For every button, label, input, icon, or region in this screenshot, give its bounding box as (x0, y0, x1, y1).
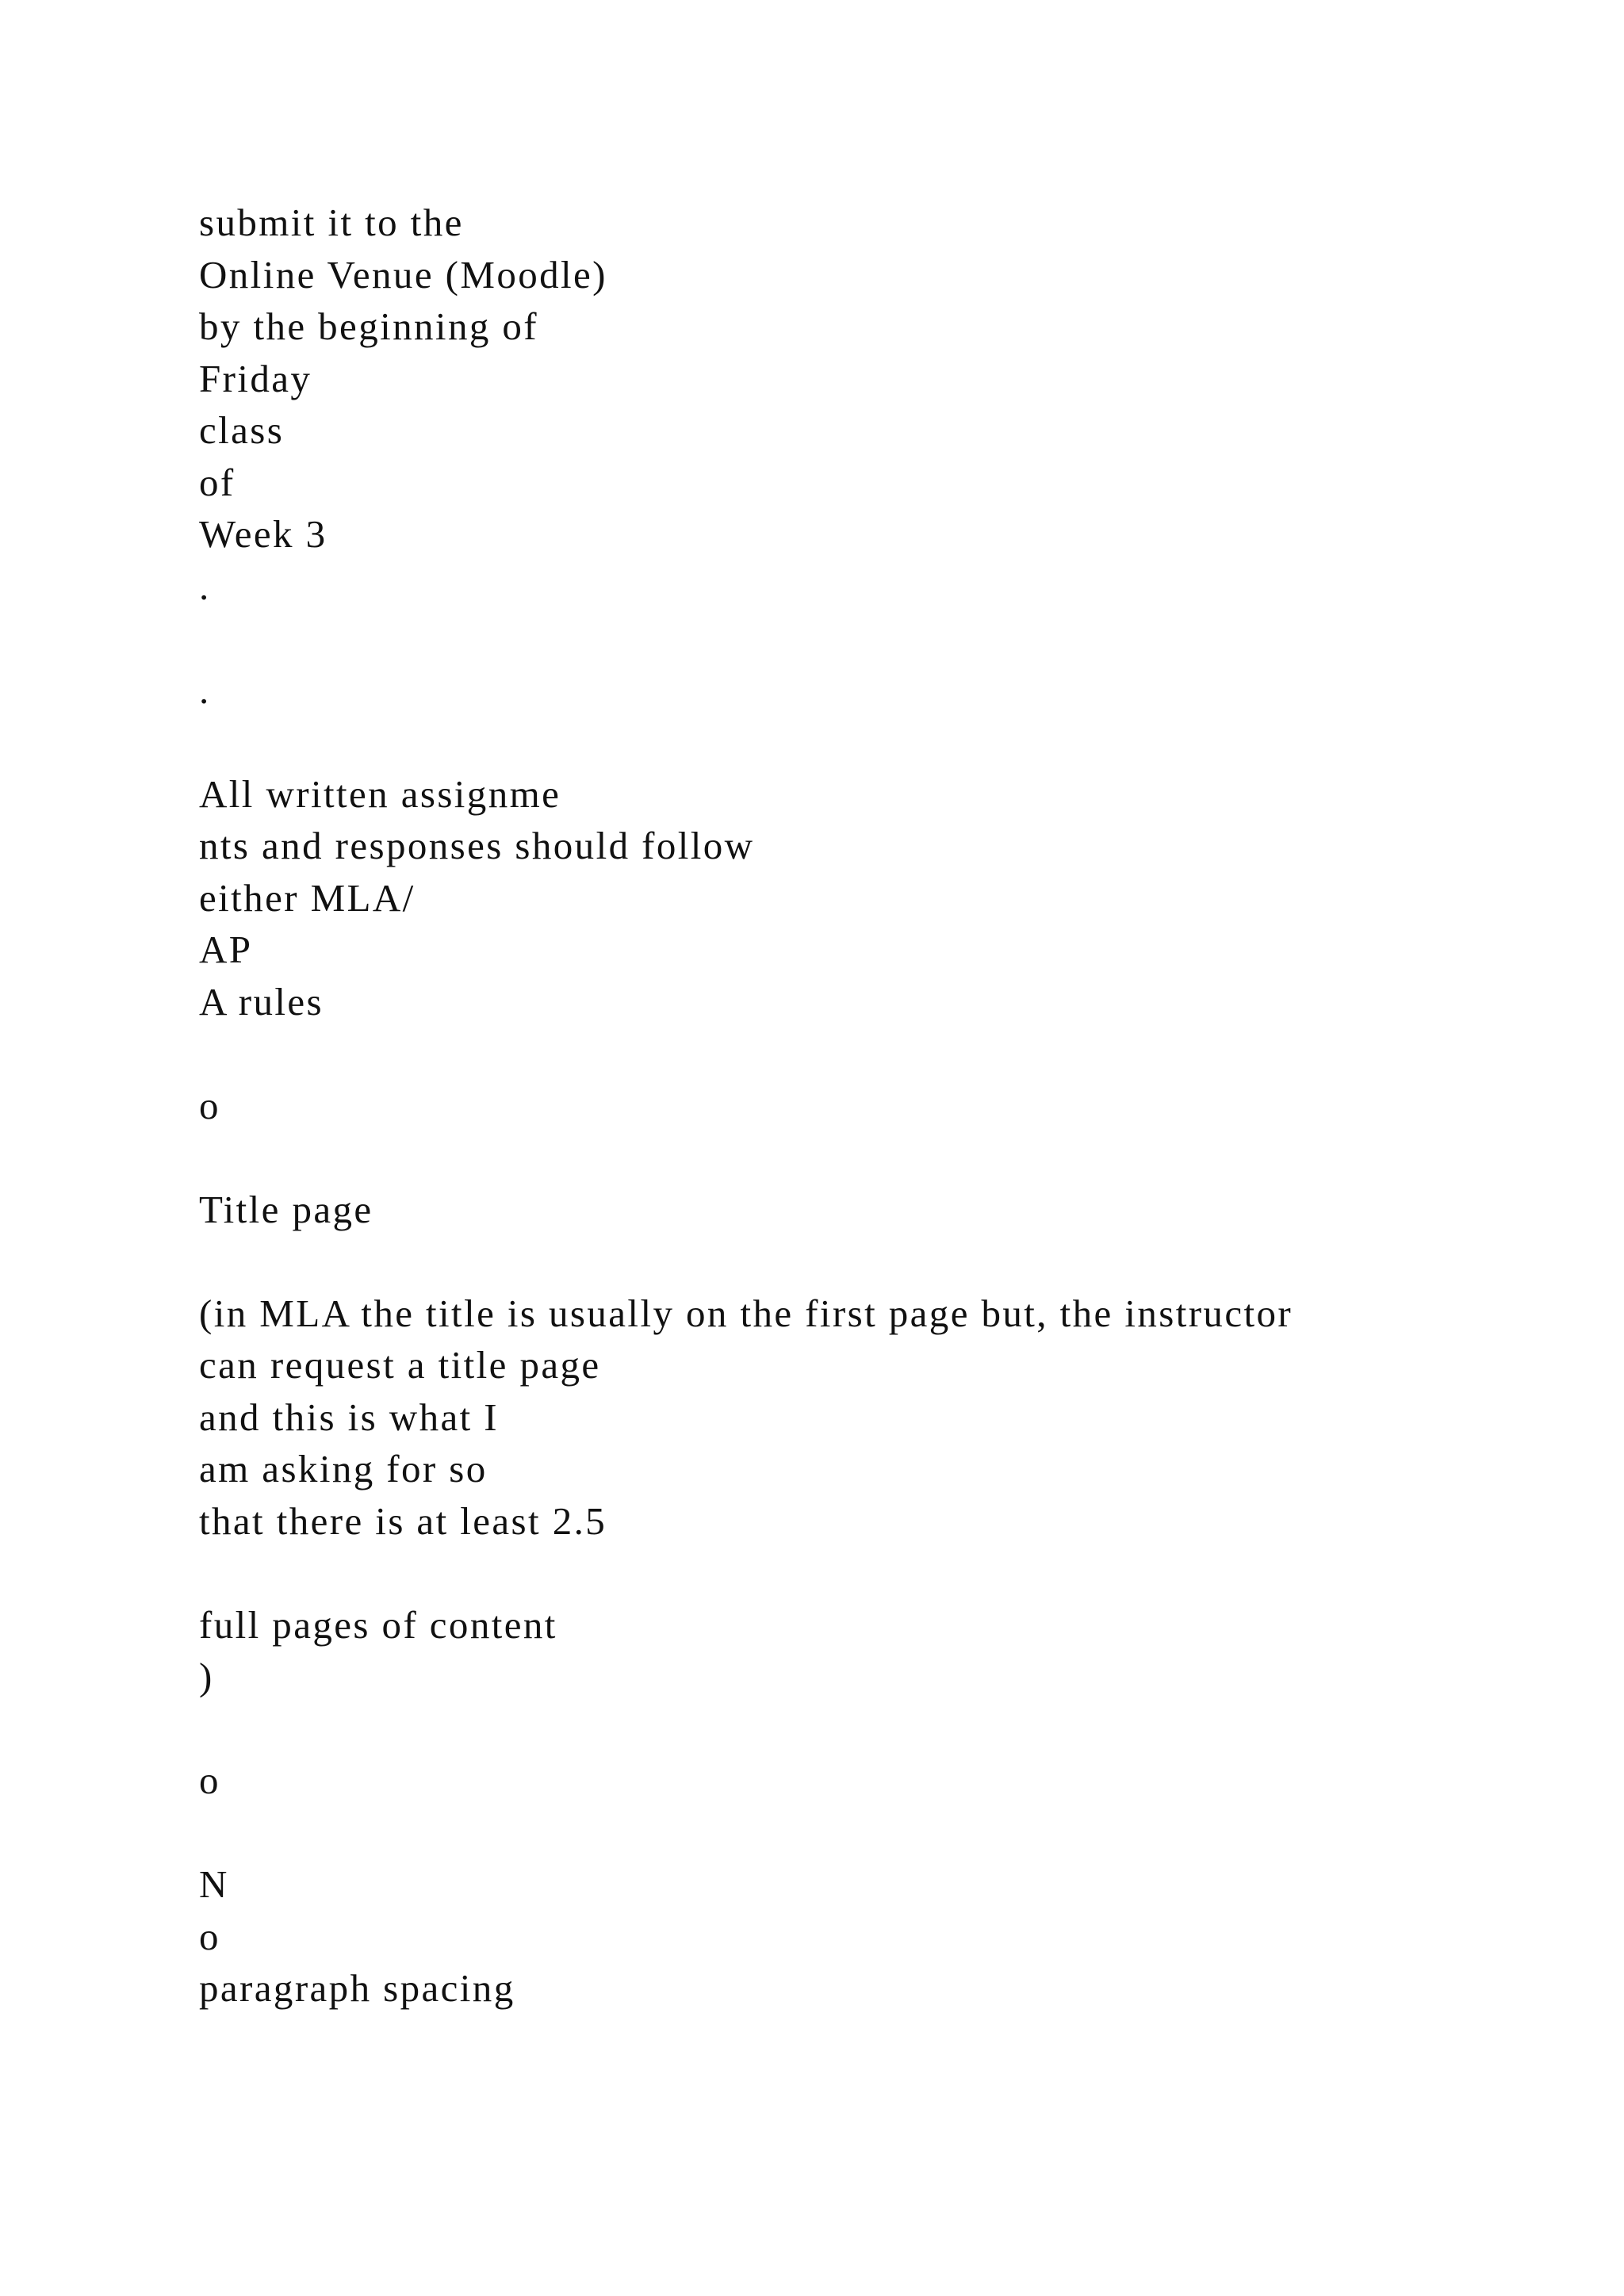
text-line: . (199, 564, 211, 608)
text-line: submit it to the (199, 201, 464, 244)
text-line: am asking for so (199, 1447, 488, 1490)
text-line: class (199, 408, 285, 452)
text-line: by the beginning of (199, 304, 539, 348)
bullet-marker: o (199, 1758, 220, 1802)
text-line: All written assignme (199, 772, 561, 816)
text-line: Week 3 (199, 512, 327, 556)
text-line: and this is what I (199, 1395, 499, 1439)
text-line: ) (199, 1655, 214, 1698)
text-line: Title page (199, 1188, 373, 1231)
text-line: that there is at least 2.5 (199, 1499, 607, 1543)
text-line: (in MLA the title is usually on the first page but, the instructor (199, 1292, 1293, 1335)
text-line: A rules (199, 980, 324, 1024)
text-line: Online Venue (Moodle) (199, 253, 607, 297)
text-line: . (199, 668, 211, 712)
text-line: Friday (199, 357, 312, 400)
text-line: full pages of content (199, 1603, 557, 1647)
text-line: N (199, 1862, 229, 1906)
bullet-marker: o (199, 1084, 220, 1127)
text-line: either MLA/ (199, 876, 416, 920)
text-line: can request a title page (199, 1343, 601, 1387)
text-line: nts and responses should follow (199, 824, 755, 867)
text-line: o (199, 1915, 220, 1958)
text-line: of (199, 461, 236, 504)
text-line: paragraph spacing (199, 1966, 515, 2010)
text-line: AP (199, 928, 253, 971)
